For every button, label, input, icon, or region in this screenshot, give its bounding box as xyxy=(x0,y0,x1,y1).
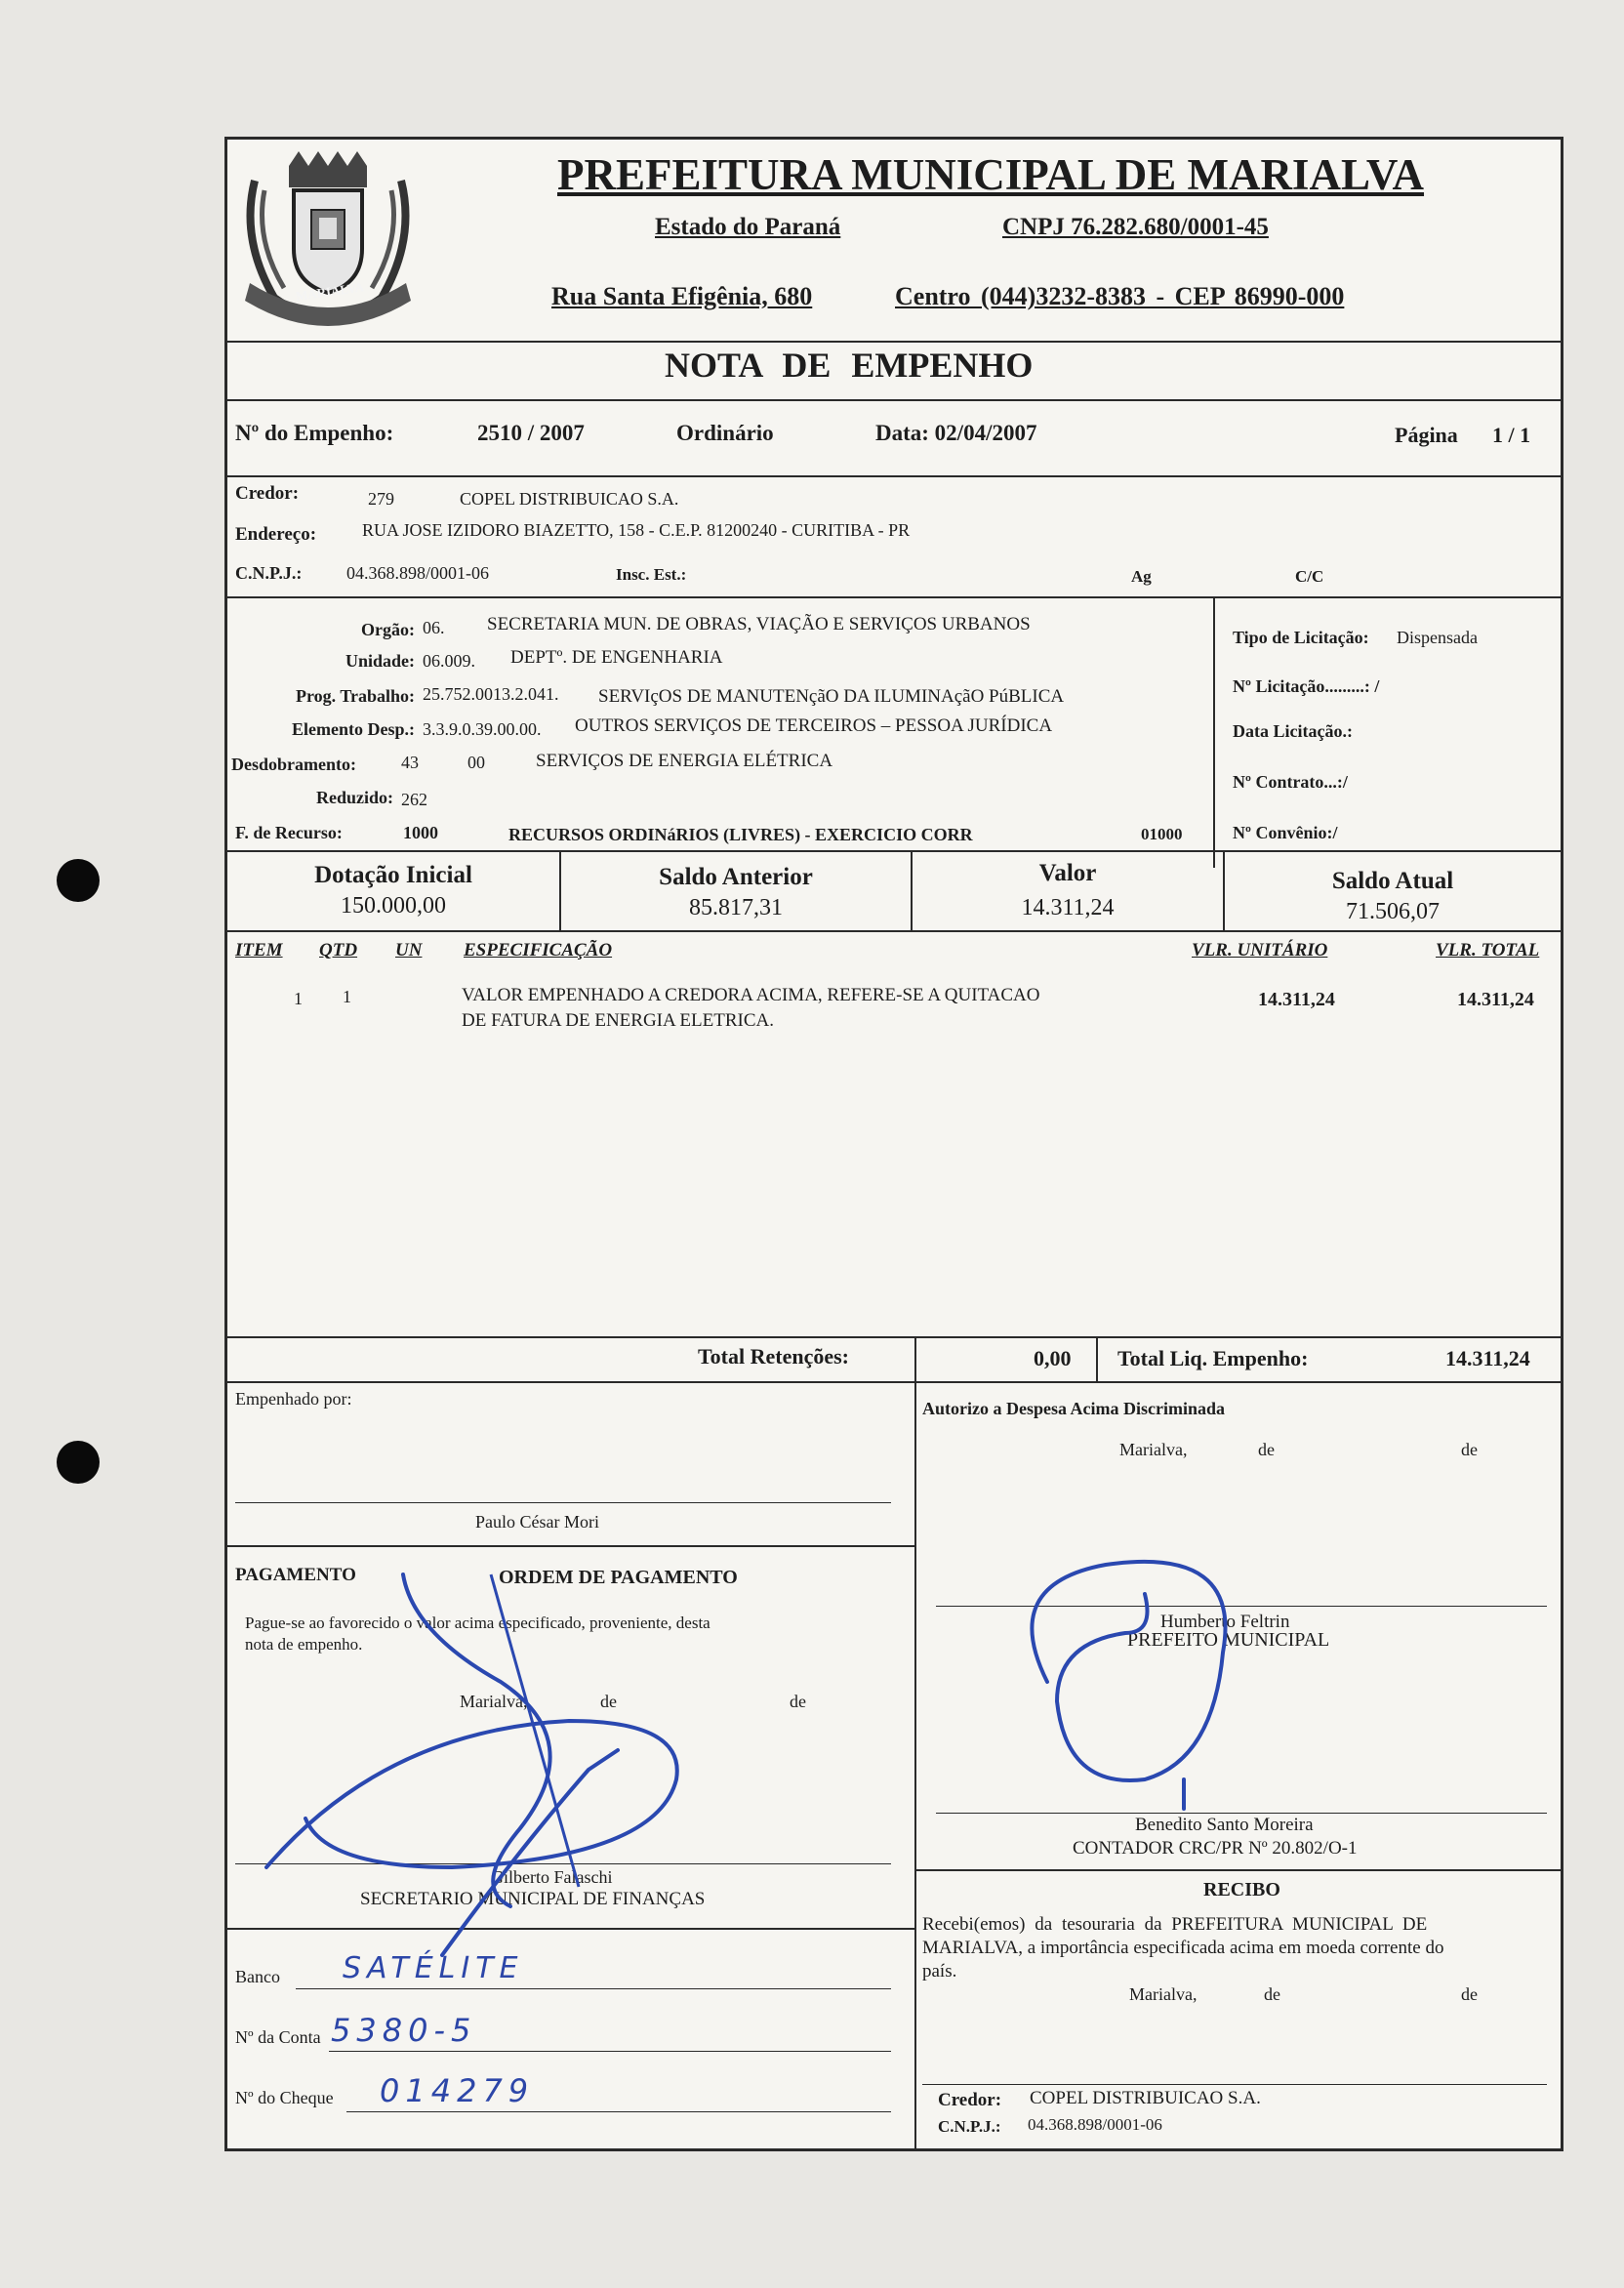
nota-de-empenho-form xyxy=(224,137,1563,2151)
ordem-place: Marialva, xyxy=(460,1692,528,1711)
row-vlr-total: 14.311,24 xyxy=(1457,989,1534,1010)
elem-label: Elemento Desp.: xyxy=(292,719,415,739)
prog-label: Prog. Trabalho: xyxy=(295,686,415,706)
crest-banner-text: MARIALVA xyxy=(295,279,365,304)
binder-hole-bottom xyxy=(57,1441,100,1484)
ordem-de-1: de xyxy=(600,1692,617,1711)
divider xyxy=(227,341,1561,343)
ag-label: Ag xyxy=(1131,567,1152,586)
conta-value: 5380-5 xyxy=(331,2012,477,2049)
col-header-espec: ESPECIFICAÇÃO xyxy=(464,940,613,960)
header-cnpj: CNPJ 76.282.680/0001-45 xyxy=(1002,214,1269,240)
autorizo-place: Marialva, xyxy=(1119,1440,1188,1459)
recurso-label: F. de Recurso: xyxy=(235,823,343,842)
recibo-credor-name: COPEL DISTRIBUICAO S.A. xyxy=(1030,2088,1261,2108)
retencoes-value: 0,00 xyxy=(1034,1346,1072,1370)
contador-title: CONTADOR CRC/PR Nº 20.802/O-1 xyxy=(1073,1838,1358,1859)
row-espec-line2: DE FATURA DE ENERGIA ELETRICA. xyxy=(462,1010,774,1031)
col-header-vlr-unit: VLR. UNITÁRIO xyxy=(1192,940,1328,960)
licitacao-date: Data Licitação.: xyxy=(1233,721,1353,741)
address-label: Endereço: xyxy=(235,524,317,545)
recibo-title: RECIBO xyxy=(1203,1879,1280,1900)
reduzido-value: 262 xyxy=(401,790,427,809)
binder-hole-top xyxy=(57,859,100,902)
ordem-text-line2: nota de empenho. xyxy=(245,1635,363,1654)
header-state: Estado do Paraná xyxy=(655,214,841,240)
page-label: Página xyxy=(1395,423,1458,447)
col-header-qtd: QTD xyxy=(319,940,358,960)
cheque-value: 014279 xyxy=(380,2072,535,2109)
recibo-text-line1: Recebi(emos) da tesouraria da PREFEITURA MUNICIPAL DE xyxy=(922,1914,1428,1935)
saldo-anterior-label: Saldo Anterior xyxy=(659,864,813,890)
credor-label: Credor: xyxy=(235,483,300,504)
signature-line xyxy=(922,2084,1547,2085)
cheque-label: Nº do Cheque xyxy=(235,2088,334,2107)
prog-desc: SERVIçOS DE MANUTENçãO DA ILUMINAçãO PúBLICA xyxy=(598,686,1065,707)
convenio-number: Nº Convênio:/ xyxy=(1233,823,1338,842)
desd-desc: SERVIÇOS DE ENERGIA ELÉTRICA xyxy=(536,751,833,771)
dotacao-value: 150.000,00 xyxy=(341,893,446,919)
doc-title: NOTA DE EMPENHO xyxy=(665,346,1034,385)
recibo-de-2: de xyxy=(1461,1984,1478,2004)
autorizo-text: Autorizo a Despesa Acima Discriminada xyxy=(922,1399,1225,1418)
prog-code: 25.752.0013.2.041. xyxy=(423,684,559,704)
divider xyxy=(227,596,1561,598)
banco-label: Banco xyxy=(235,1967,280,1986)
empenho-type: Ordinário xyxy=(676,421,774,445)
secretario-name: Gilberto Falaschi xyxy=(491,1867,613,1887)
licitacao-number: Nº Licitação.........: / xyxy=(1233,676,1380,696)
page-number: 1 / 1 xyxy=(1492,423,1531,447)
divider xyxy=(227,850,1561,852)
recurso-num: 01000 xyxy=(1141,825,1183,843)
recibo-cnpj: 04.368.898/0001-06 xyxy=(1028,2115,1162,2134)
empenhado-label: Empenhado por: xyxy=(235,1389,352,1409)
desd-code1: 43 xyxy=(401,753,419,772)
row-espec-line1: VALOR EMPENHADO A CREDORA ACIMA, REFERE-SE A QUITACAO xyxy=(462,985,1040,1005)
elem-desc: OUTROS SERVIÇOS DE TERCEIROS – PESSOA JURÍDICA xyxy=(575,715,1053,736)
saldo-anterior-value: 85.817,31 xyxy=(689,895,783,920)
unidade-code: 06.009. xyxy=(423,651,475,671)
row-qtd: 1 xyxy=(343,987,351,1006)
ordem-text-line1: Pague-se ao favorecido o valor acima especificado, proveniente, desta xyxy=(245,1614,710,1632)
credor-address: RUA JOSE IZIDORO BIAZETTO, 158 - C.E.P. 81200240 - CURITIBA - PR xyxy=(362,520,911,540)
signature-line xyxy=(235,1502,891,1503)
autorizo-de-1: de xyxy=(1258,1440,1275,1459)
autorizo-de-2: de xyxy=(1461,1440,1478,1459)
recibo-credor-label: Credor: xyxy=(938,2090,1002,2110)
ordem-de-2: de xyxy=(790,1692,806,1711)
orgao-code: 06. xyxy=(423,618,445,637)
divider xyxy=(227,399,1561,401)
municipal-crest-icon xyxy=(235,142,421,337)
divider xyxy=(227,1381,1561,1383)
liq-label: Total Liq. Empenho: xyxy=(1117,1346,1309,1370)
conta-label: Nº da Conta xyxy=(235,2027,321,2047)
divider xyxy=(914,1869,1561,1871)
row-item: 1 xyxy=(294,989,303,1008)
empenhado-name: Paulo César Mori xyxy=(475,1512,599,1532)
divider xyxy=(914,1381,916,2148)
divider xyxy=(227,930,1561,932)
unidade-desc: DEPTº. DE ENGENHARIA xyxy=(510,647,723,668)
liq-value: 14.311,24 xyxy=(1445,1346,1530,1370)
credor-cnpj: 04.368.898/0001-06 xyxy=(346,563,489,583)
cc-label: C/C xyxy=(1295,567,1324,586)
tipo-licitacao-label: Tipo de Licitação: xyxy=(1233,628,1369,647)
desd-code2: 00 xyxy=(467,753,485,772)
divider xyxy=(1213,596,1215,868)
recibo-cnpj-label: C.N.P.J.: xyxy=(938,2117,1001,2136)
cnpj-label: C.N.P.J.: xyxy=(235,563,303,583)
tipo-licitacao-value: Dispensada xyxy=(1397,628,1478,647)
recibo-text-line2: MARIALVA, a importância especificada acima em moeda corrente do xyxy=(922,1938,1444,1958)
credor-name: COPEL DISTRIBUICAO S.A. xyxy=(460,489,679,509)
saldo-atual-label: Saldo Atual xyxy=(1331,868,1454,894)
recurso-desc: RECURSOS ORDINáRIOS (LIVRES) - EXERCICIO CORR xyxy=(508,825,973,844)
insc-label: Insc. Est.: xyxy=(616,565,687,584)
empenho-number-label: Nº do Empenho: xyxy=(235,421,394,445)
ordem-pagamento-label: ORDEM DE PAGAMENTO xyxy=(499,1567,738,1588)
pagamento-label: PAGAMENTO xyxy=(235,1565,356,1585)
unidade-label: Unidade: xyxy=(345,651,415,671)
contrato-number: Nº Contrato...:/ xyxy=(1233,772,1348,792)
row-vlr-unit: 14.311,24 xyxy=(1258,989,1335,1010)
prefeito-title: PREFEITO MUNICIPAL xyxy=(1127,1629,1330,1651)
recurso-code: 1000 xyxy=(403,823,438,842)
prefeito-signature-icon xyxy=(989,1526,1281,1828)
divider xyxy=(914,1336,916,1381)
orgao-label: Orgão: xyxy=(361,620,415,639)
recibo-place: Marialva, xyxy=(1129,1984,1198,2004)
prefeito-name: Humberto Feltrin xyxy=(1160,1612,1290,1632)
divider xyxy=(1096,1336,1098,1381)
elem-code: 3.3.9.0.39.00.00. xyxy=(423,719,542,739)
empenho-date: Data: 02/04/2007 xyxy=(875,421,1037,445)
field-line xyxy=(346,2111,891,2112)
contador-name: Benedito Santo Moreira xyxy=(1135,1815,1314,1835)
retencoes-label: Total Retenções: xyxy=(698,1344,849,1369)
recibo-text-line3: país. xyxy=(922,1961,957,1982)
recibo-de-1: de xyxy=(1264,1984,1280,2004)
divider xyxy=(227,1336,1561,1338)
col-header-vlr-total: VLR. TOTAL xyxy=(1436,940,1540,960)
col-header-item: ITEM xyxy=(235,940,283,960)
credor-code: 279 xyxy=(368,489,394,509)
header-address: Centro (044)3232-8383 - CEP 86990-000 xyxy=(895,282,1345,310)
secretario-title: SECRETARIO MUNICIPAL DE FINANÇAS xyxy=(360,1889,706,1909)
desd-label: Desdobramento: xyxy=(231,755,356,774)
divider xyxy=(227,1545,914,1547)
col-header-un: UN xyxy=(395,940,423,960)
header-street: Rua Santa Efigênia, 680 xyxy=(551,282,813,310)
valor-value: 14.311,24 xyxy=(1021,895,1115,920)
divider xyxy=(227,475,1561,477)
orgao-desc: SECRETARIA MUN. DE OBRAS, VIAÇÃO E SERVIÇOS URBANOS xyxy=(487,614,1031,634)
empenho-number: 2510 / 2007 xyxy=(477,421,585,445)
valor-label: Valor xyxy=(1038,860,1097,886)
saldo-atual-value: 71.506,07 xyxy=(1346,899,1440,924)
field-line xyxy=(329,2051,891,2052)
field-line xyxy=(296,1988,891,1989)
banco-value: SATÉLITE xyxy=(343,1951,524,1985)
dotacao-label: Dotação Inicial xyxy=(314,862,472,888)
reduzido-label: Reduzido: xyxy=(315,788,393,807)
header-title: PREFEITURA MUNICIPAL DE MARIALVA xyxy=(557,150,1425,199)
secretario-signature-icon xyxy=(266,1574,813,1965)
